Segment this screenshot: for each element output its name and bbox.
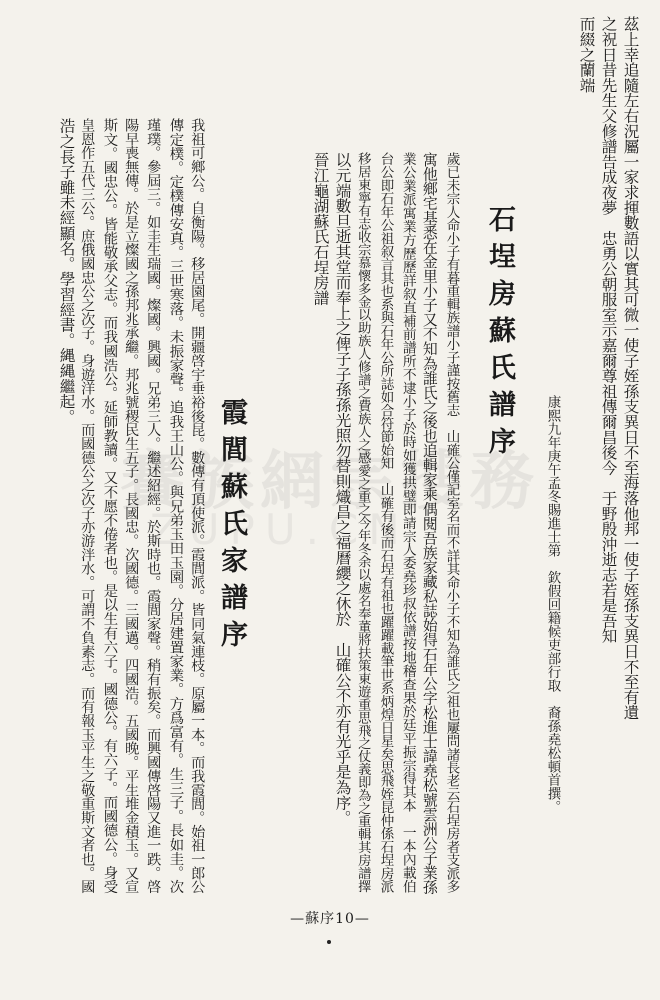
preface3-line: 皇恩作五代三公。庶俄國忠公之次子。身遊洋水。而國德公之次子亦游泮水。可謂不負素志。而有報玉平生之敬重斯文者也。國: [79, 118, 96, 894]
preface3-line: 斯文。國忠公。皆能敬承父志。而我國浩公。延師教讀。又不愿不倦者也。是以生有六子。國德公。有六子。而國德公。身受: [101, 118, 118, 894]
preface3-title: 霞閭蘇氏家譜序: [216, 398, 247, 657]
watermark-url: ZUPU.CN: [150, 505, 410, 554]
preface2-line: 移居東寧有志收宗慕懷多金以助族人修譜之費族人之感愛之重之今年冬余以處名奉董將扶策東遊重思飛之仗義即為之重輯其房譜擇: [355, 152, 371, 893]
preface1-line: 之祝日昔先生父修譜告成夜夢 忠勇公朝服室示嘉爾尊祖傳爾昌後今 于野殷沖逝志若是吾知: [599, 16, 618, 644]
page-number: —蘇序10—: [290, 911, 370, 927]
preface3-line: 傳定樸。定樸傳安真。三世寒落。未振家聲。追我王山公。與兄弟玉田玉園。分居建置家業。方爲富有。生三子。長如圭。次: [167, 118, 184, 894]
preface2-line: 業公業派寓業方歷歷詳叙直補前譜所不逮小子於時如獲拱璧即請宗人委堯珍叔依譜按地稽查果於廷平振宗得其本 一本內載伯: [399, 152, 416, 893]
preface3-line: 陽早喪無傳。於是立燦國之孫邦兆承繼。邦兆號稷民生五子。長國忠。次國德。三國邁。四國浩。五國晚。平生堆金積玉。又宣: [123, 118, 140, 894]
preface2-line: 以元端數旦逝其堂而奉上之俾子子孫孫光照勿替則熾昌之福曆纓之休於 山確公不亦有光乎是為序。: [333, 152, 352, 826]
preface2-line: 寓他鄉宅基悉在金里小子又不知為誰氏之後也追輯家乘偶閱吾族家藏私誌始得石年公字松進士諱堯松號雲洲公子業孫: [420, 152, 439, 895]
preface3-line: 我祖可鄉公。自衡陽。移居園尾。開疆啓宇垂裕後昆。數傳有頂使派。霞閭派。皆同氣連枝。原屬一本。而我霞閭。始祖一郎公: [189, 118, 206, 894]
preface2-line: 晉江龜湖蘇氏石埕房譜: [311, 152, 330, 306]
ink-dot: [327, 940, 331, 944]
preface3-line: 浩之長子雖未經顯名。學習經書。縄縄繼起。: [57, 118, 76, 425]
preface2-line: 歲已未宗人命小子有暮重輯族譜小子謹按舊志 山確公僅記室名而不詳其命小子不知為誰氏之祖也屢問諸長老云石埕房者支派多: [443, 152, 460, 893]
preface2-title: 石埕房蘇氏譜序: [484, 205, 515, 464]
preface1-line: 茲上幸追隨左右況屬一家求揮數語以實其可微一使子姪孫支異日不至海落他邦一使子姪孫支異日不至有遺: [621, 16, 640, 720]
preface1-date: 康熙九年庚午孟冬賜進士第 欽假回籍候吏部行取 裔孫堯松頓首撰。: [544, 395, 561, 814]
watermark: 賽族網宗搜務: [120, 445, 540, 519]
preface2-line: 台公即石年公祖叙言其也系與石年公所誌如合符節始知 山確有後而石埕有祖也躍躍載筆世系炳煌日星矣思飛姪昆仲係石埕房派: [377, 152, 394, 893]
preface1-line: 而綴之蘭端: [577, 16, 596, 93]
preface3-line: 瑾璞。參屆三。如圭生瑞國。燦國。興國。兄弟三人。繼述紹經。於斯時也。霞閭家聲。稍有振矣。而興國傳啓陽又進一跌。啓: [145, 118, 162, 894]
